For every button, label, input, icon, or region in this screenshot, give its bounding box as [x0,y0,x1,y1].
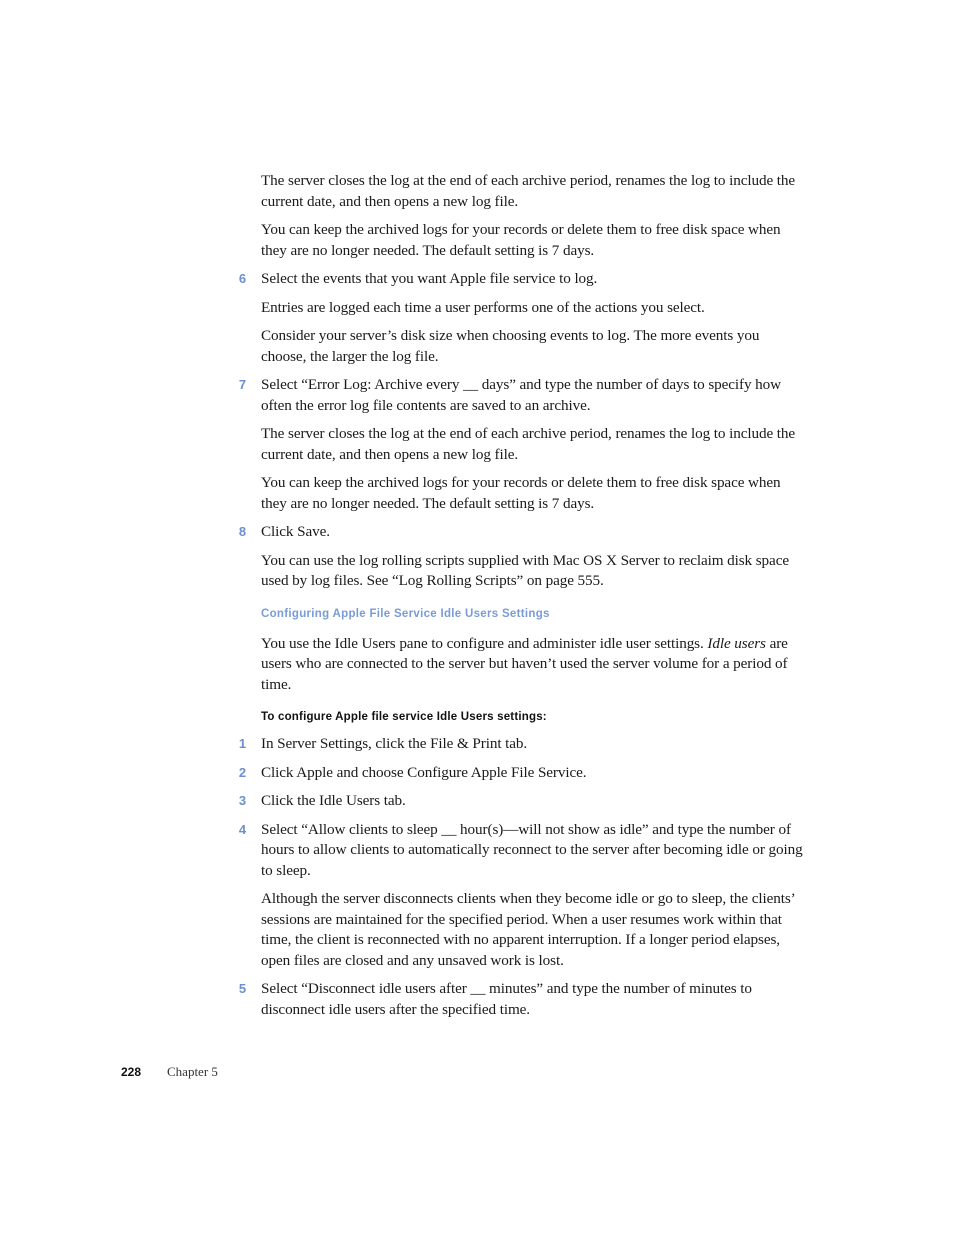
step-number: 2 [238,764,246,780]
step-text: Click the Idle Users tab. [261,792,406,809]
step-4 [238,820,805,882]
step-text: In Server Settings, click the File & Print tab. [261,735,528,752]
page-number: 228 [121,1065,142,1079]
body-paragraph: You can keep the archived logs for your records or delete them to free disk space when they are no longer needed. The default setting is 7 days. [261,221,781,259]
body-paragraph: Entries are logged each time a user performs one of the actions you select. [261,298,705,316]
step-number: 6 [238,271,246,286]
section-heading: Configuring Apple File Service Idle Users Settings [261,607,550,620]
idle-users-intro [261,634,805,696]
step-number: 1 [238,736,246,751]
intro-text-rest: are users who are connected to the server but haven’t used the server volume for a period of time. [261,634,788,693]
step-text: Select “Error Log: Archive every __ days” and type the number of days to specify how often the error log file contents are saved to an archive. [261,376,782,414]
body-paragraph: Consider your server’s disk size when choosing events to log. The more events you choose, the larger the log file. [261,327,760,365]
step-3 [238,791,805,812]
intro-term: Idle users [707,634,766,652]
intro-text: You use the Idle Users pane to configure and administer idle user settings. [261,634,708,652]
step-number: 4 [238,821,246,837]
step-text: Click Save. [261,523,330,540]
step-7 [238,375,805,416]
step-6 [238,269,805,290]
step-5 [238,979,805,1020]
body-paragraph: The server closes the log at the end of each archive period, renames the log to include the current date, and then opens a new log file. [261,172,796,210]
body-paragraph: Although the server disconnects clients when they become idle or go to sleep, the clients’ sessions are maintained for the specified period. When a user resumes work within that time, the client is reconnected with no apparent interruption. If a longer period elapses, open files are closed and any unsaved work is lost. [261,890,795,969]
task-heading: To configure Apple file service Idle Users settings: [261,711,547,723]
step-number: 5 [238,981,246,996]
step-1 [238,734,805,755]
step-number: 3 [238,793,246,808]
page-body [0,171,954,1028]
step-text: Click Apple and choose Configure Apple File Service. [261,763,587,781]
step-text: Select the events that you want Apple file service to log. [261,270,598,287]
step-text: Select “Disconnect idle users after __ minutes” and type the number of minutes to disconnect idle users after the specified time. [261,980,752,1018]
step-number: 8 [238,524,246,539]
chapter-label: Chapter 5 [167,1064,218,1079]
step-text: Select “Allow clients to sleep __ hour(s)—will not show as idle” and type the number of hours to allow clients to automatically reconnect to the server after becoming idle or going to sleep. [261,820,803,879]
body-paragraph: The server closes the log at the end of each archive period, renames the log to include the current date, and then opens a new log file. [261,425,796,463]
step-8 [238,522,805,543]
body-paragraph: You can keep the archived logs for your records or delete them to free disk space when they are no longer needed. The default setting is 7 days. [261,474,781,512]
body-paragraph: You can use the log rolling scripts supplied with Mac OS X Server to reclaim disk space used by log files. See “Log Rolling Scripts” on page 555. [261,551,789,589]
step-2 [238,763,805,784]
step-number: 7 [238,377,246,392]
page-footer [121,1063,218,1081]
